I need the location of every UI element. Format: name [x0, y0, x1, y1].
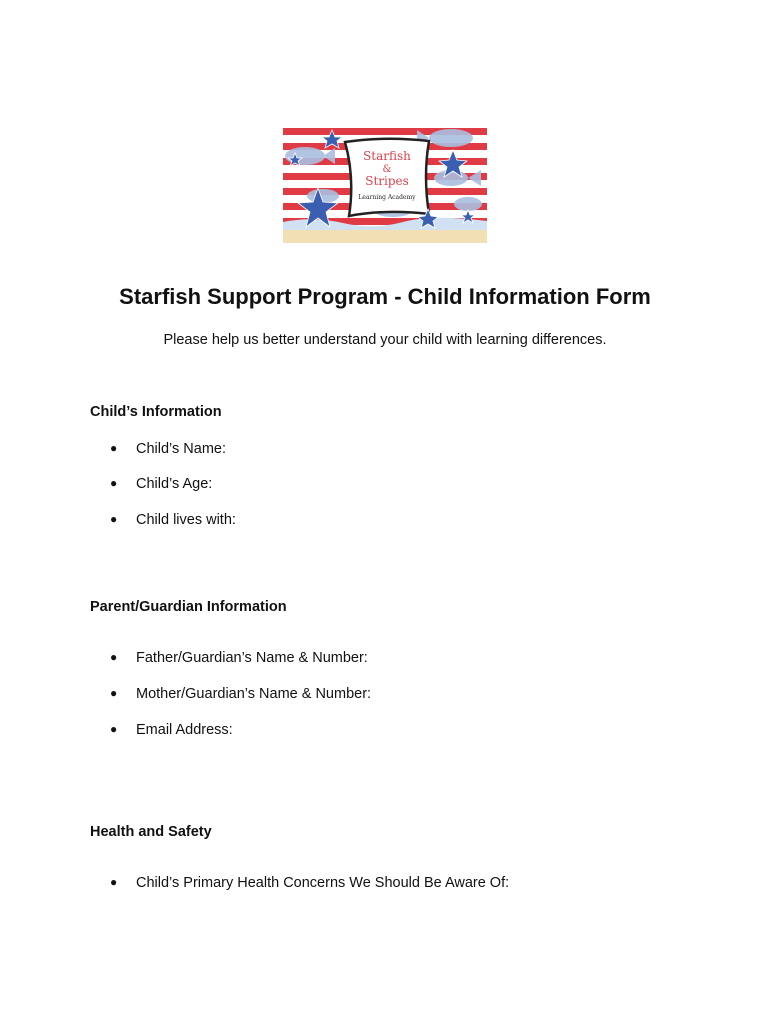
bullet-icon: ● — [110, 686, 118, 700]
field-label-childs-name: Child’s Name: — [136, 441, 226, 457]
list-item-childs-age — [110, 476, 212, 492]
bullet-icon: ● — [110, 875, 118, 889]
list-item-email-address — [110, 722, 233, 738]
logo-line-2: & — [382, 164, 392, 175]
list-item-mother-guardian — [110, 686, 371, 702]
field-label-health-concerns: Child’s Primary Health Concerns We Should Be Aware Of: — [136, 875, 510, 891]
starfish-and-stripes-logo — [283, 126, 487, 243]
bullet-icon: ● — [110, 722, 118, 736]
bullet-icon: ● — [110, 441, 118, 455]
field-label-email-address: Email Address: — [136, 722, 233, 738]
bullet-icon: ● — [110, 512, 118, 526]
field-label-child-lives-with: Child lives with: — [136, 512, 236, 528]
list-item-child-lives-with — [110, 512, 236, 528]
logo-line-3: Stripes — [365, 174, 409, 188]
list-item-childs-name — [110, 441, 226, 457]
field-label-childs-age: Child’s Age: — [136, 476, 213, 492]
list-item-father-guardian — [110, 650, 368, 666]
field-label-father-guardian: Father/Guardian’s Name & Number: — [136, 650, 368, 666]
bullet-icon: ● — [110, 650, 118, 664]
field-label-mother-guardian: Mother/Guardian’s Name & Number: — [136, 686, 372, 702]
list-item-health-concerns — [110, 875, 509, 891]
logo-line-4: Learning Academy — [358, 194, 416, 201]
section-heading-child-information: Child’s Information — [90, 404, 222, 420]
form-subtitle: Please help us better understand your child with learning differences. — [163, 332, 607, 348]
section-heading-health-and-safety: Health and Safety — [90, 824, 212, 840]
section-heading-parent-guardian-information: Parent/Guardian Information — [90, 599, 287, 615]
form-title: Starfish Support Program - Child Information Form — [119, 284, 651, 309]
bullet-icon: ● — [110, 476, 118, 490]
sand-strip — [283, 230, 487, 243]
logo-line-1: Starfish — [363, 149, 411, 163]
